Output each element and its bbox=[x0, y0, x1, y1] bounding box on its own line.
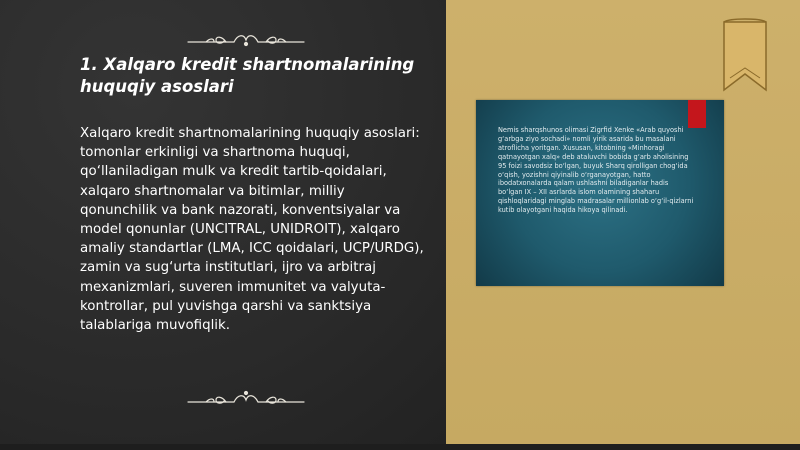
bottom-strip bbox=[0, 444, 800, 450]
card-caption-text: Nemis sharqshunos olimasi Zigrfid Xenke «Arab quyoshi g‘arbga ziyo sochadi» nomli yirik asarida bu masalani atroflicha yoritgan. Xususan, kitobning «Minhoragi qatnayotgan xalq» deb ataluvchi bobida g‘arb aholisining 95 foizi savodsiz bo‘lgan, buyuk Sharq qirolligan chog‘ida o‘qish, yozishni qiyinalib o‘rganayotgan, hatto ibodatxonalarda qalam ushlashni biladiganlar hadis bo‘lgan IX – XII asrlarda islom olamining shaharu qishloqlaridagi minglab madrasalar millionlab o‘g‘il-qizlarni kutib olayotgani haqida hikoya qilinadi. bbox=[498, 126, 694, 215]
slide-title: 1. Xalqaro kredit shartnomalarining huquqiy asoslari bbox=[80, 55, 415, 96]
card-red-tag bbox=[688, 100, 706, 128]
flourish-divider-icon bbox=[186, 28, 306, 52]
slide-body-text: Xalqaro kredit shartnomalarining huquqiy asoslari: tomonlar erkinligi va shartnoma huquqi, qo‘llaniladigan mulk va kredit tartib-qoidalari, xalqaro shartnomalar va bitimlar, milliy qonunchilik va bank nazorati, konventsiyalar va model qonunlar (UNCITRAL, UNIDROIT), xalqaro amaliy standartlar (LMA, ICC qoidalari, UCP/URDG), zamin va sug‘urta institutlari, ijro va arbitraj mexanizmlari, suveren immunitet va valyuta-kontrollar, pul yuvishga qarshi va sanktsiya talablariga muvofiqlik. bbox=[80, 126, 424, 334]
bookmark-ribbon-icon bbox=[720, 18, 770, 98]
flourish-divider-icon bbox=[186, 388, 306, 412]
image-card bbox=[476, 100, 724, 286]
